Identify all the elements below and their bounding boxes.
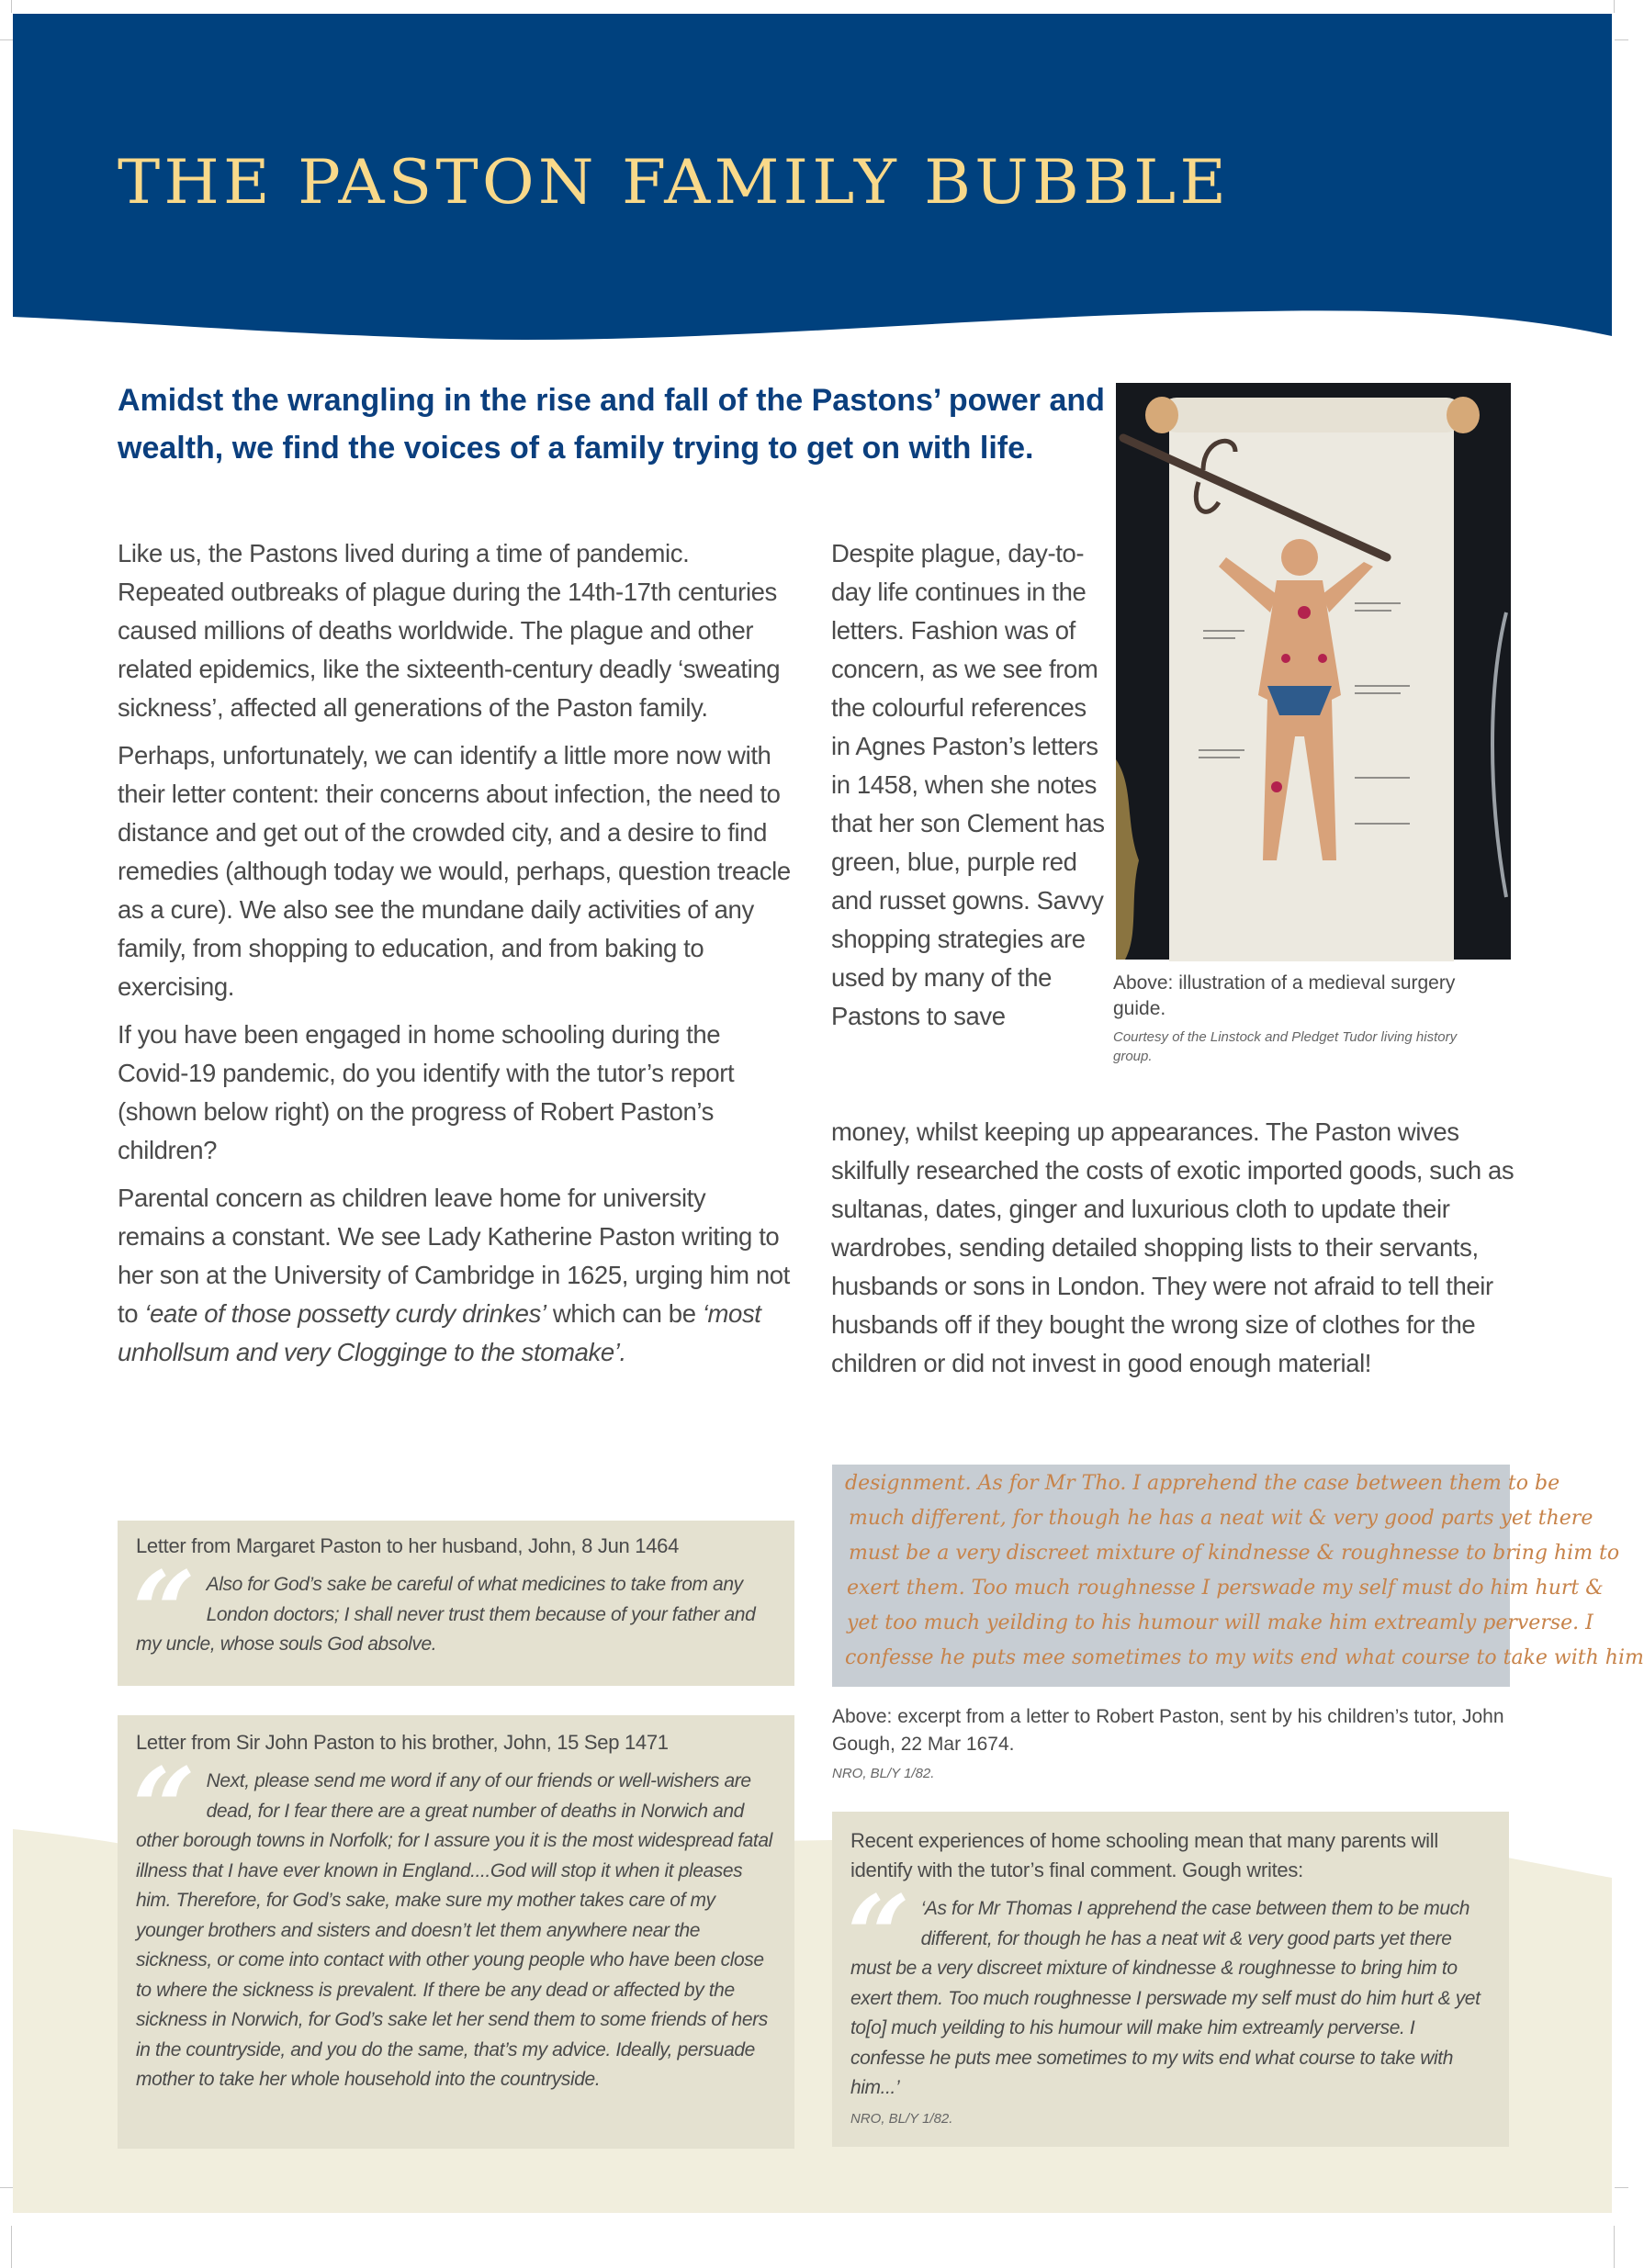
quote-heading: Letter from Sir John Paston to his brother, John, 15 Sep 1471	[136, 1731, 669, 1754]
caption-text: Above: excerpt from a letter to Robert Paston, sent by his children’s tutor, John Gough, 22 Mar 1674.	[832, 1706, 1504, 1755]
quote-mark-icon: “	[847, 1871, 910, 2001]
wound-man-illustration	[1116, 383, 1511, 960]
handwriting-line: confesse he puts mee sometimes to my wits end what course to take with him	[845, 1646, 1644, 1669]
paragraph: Despite plague, day-to-day life continues in the letters. Fashion was of concern, as we see from the colourful references in Agnes Paston’s letters in 1458, when she notes that her son Clement has green, blue, purple red and russet gowns. Savvy shopping strategies are used by many of the Pastons to save	[831, 539, 1105, 1030]
handwriting-line: much different, for though he has a neat wit & very good parts yet there	[849, 1507, 1593, 1530]
quoted-text: ‘eate of those possetty curdy drinkes’	[144, 1299, 546, 1328]
quote-text	[132, 1744, 776, 2095]
crop-mark	[0, 2187, 13, 2188]
quote-mark-icon: “	[132, 1547, 196, 1677]
intro-standfirst: Amidst the wrangling in the rise and fall of the Pastons’ power and wealth, we find the voices of a family trying to get on with life.	[118, 383, 1105, 466]
paragraph: If you have been engaged in home schooling during the Covid-19 pandemic, do you identify with the tutor’s report (shown below right) on the progress of Robert Paston’s children?	[118, 1020, 735, 1164]
handwriting-line: yet too much yeilding to his humour will make him extreamly perverse. I	[847, 1611, 1593, 1634]
quote-body: ‘As for Mr Thomas I apprehend the case between them to be much different, for though he has a neat wit & very good parts yet there must be a very discreet mixture of kindnesse & roughnesse to bring him to exert them. Too much roughnesse I perswade my self must do him hurt & yet to[o] much yeilding to his humour will make him extreamly perverse. I confesse he puts mee sometimes to my wits end what course to take with him...’	[850, 1898, 1481, 2098]
crop-mark	[0, 39, 13, 40]
quote-box-margaret	[118, 1521, 794, 1686]
text: Parental concern as children leave home for university remains a constant. We see Lady Katherine Paston writing to her son at the University of Cambridge in 1625, urging him not to	[118, 1184, 790, 1328]
paragraph	[118, 1179, 797, 1372]
quote-body: Also for God’s sake be careful of what medicines to take from any London doctors; I shall never trust them because of your father and my uncle, whose souls God absolve.	[136, 1574, 756, 1655]
caption-credit: Courtesy of the Linstock and Pledget Tudor living history group.	[1113, 1029, 1458, 1064]
right-column-narrow	[831, 534, 1107, 1045]
crop-mark	[1615, 39, 1628, 40]
crop-mark	[1614, 2226, 1615, 2268]
paragraph: Like us, the Pastons lived during a time of pandemic. Repeated outbreaks of plague during the 14th-17th centuries caused millions of deaths worldwide. The plague and other related epidemics, like the sixteenth-century deadly ‘sweating sickness’, affected all generations of the Paston family.	[118, 539, 781, 722]
right-column-wide	[831, 1113, 1515, 1392]
paragraph: money, whilst keeping up appearances. The Paston wives skilfully researched the costs of exotic imported goods, such as sultanas, dates, ginger and luxurious cloth to update their wardrobes, sending detailed shopping lists to their servants, husbands or sons in London. They were not afraid to tell their husbands off if they bought the wrong size of clothes for the children or did not invest in good enough material!	[831, 1117, 1515, 1377]
quote-box-gough	[832, 1812, 1509, 2147]
quoted-text: ‘most unhollsum and very Clogginge to the stomake’.	[118, 1299, 761, 1366]
crop-mark	[1614, 0, 1615, 13]
quote-heading: Recent experiences of home schooling mean that many parents will identify with the tutor’s final comment. Gough writes:	[850, 1829, 1438, 1881]
handwriting-line: exert them. Too much roughnesse I perswade my self must do him hurt &	[847, 1577, 1604, 1600]
quote-body: Next, please send me word if any of our friends or well-wishers are dead, for I fear there are a great number of deaths in Norwich and other borough towns in Norfolk; for I assure you it is the most widespread fatal illness that I have ever known in England....God will stop it when it pleases him. Therefore, for God’s sake, make sure my mother takes care of my younger brothers and sisters and doesn’t let them anywhere near the sickness, or come into contact with other young people who have been close to where the sickness is prevalent. If there be any dead or affected by the sickness in Norwich, for God’s sake let her send them to some friends of hers in the countryside, and you do the same, that’s my advice. Ideally, persuade mother to take her whole household into the countryside.	[136, 1770, 772, 2090]
handwriting-line: designment. As for Mr Tho. I apprehend the case between them to be	[845, 1472, 1560, 1495]
caption-credit: NRO, BL/Y 1/82.	[832, 1766, 935, 1781]
handwriting-line: must be a very discreet mixture of kindnesse & roughnesse to bring him to	[849, 1542, 1620, 1565]
crop-mark	[11, 0, 12, 13]
tutor-letter-image	[832, 1465, 1644, 1687]
left-column	[118, 534, 797, 1381]
crop-mark	[11, 2226, 12, 2268]
quote-heading: Letter from Margaret Paston to her husband, John, 8 Jun 1464	[136, 1534, 680, 1557]
quote-text	[847, 1871, 1491, 2104]
paragraph: Perhaps, unfortunately, we can identify a little more now with their letter content: their concerns about infection, the need to distance and get out of the crowded city, and a desire to find remedies (although today we would, perhaps, question treacle as a cure). We also see the mundane daily activities of any family, from shopping to education, and from baking to exercising.	[118, 741, 791, 1001]
surgery-guide-image	[1116, 383, 1511, 960]
quote-box-sir-john	[118, 1715, 794, 2149]
quote-reference: NRO, BL/Y 1/82.	[850, 2110, 953, 2127]
caption-text: Above: illustration of a medieval surgery guide.	[1113, 972, 1456, 1019]
letter-figure-caption	[832, 1703, 1512, 1783]
page-title: THE PASTON FAMILY BUBBLE	[118, 147, 1231, 218]
quote-mark-icon: “	[132, 1744, 196, 1873]
crop-mark	[1615, 2187, 1628, 2188]
text: which can be	[546, 1299, 703, 1328]
quote-text	[132, 1547, 776, 1677]
surgery-figure-caption	[1113, 971, 1499, 1066]
